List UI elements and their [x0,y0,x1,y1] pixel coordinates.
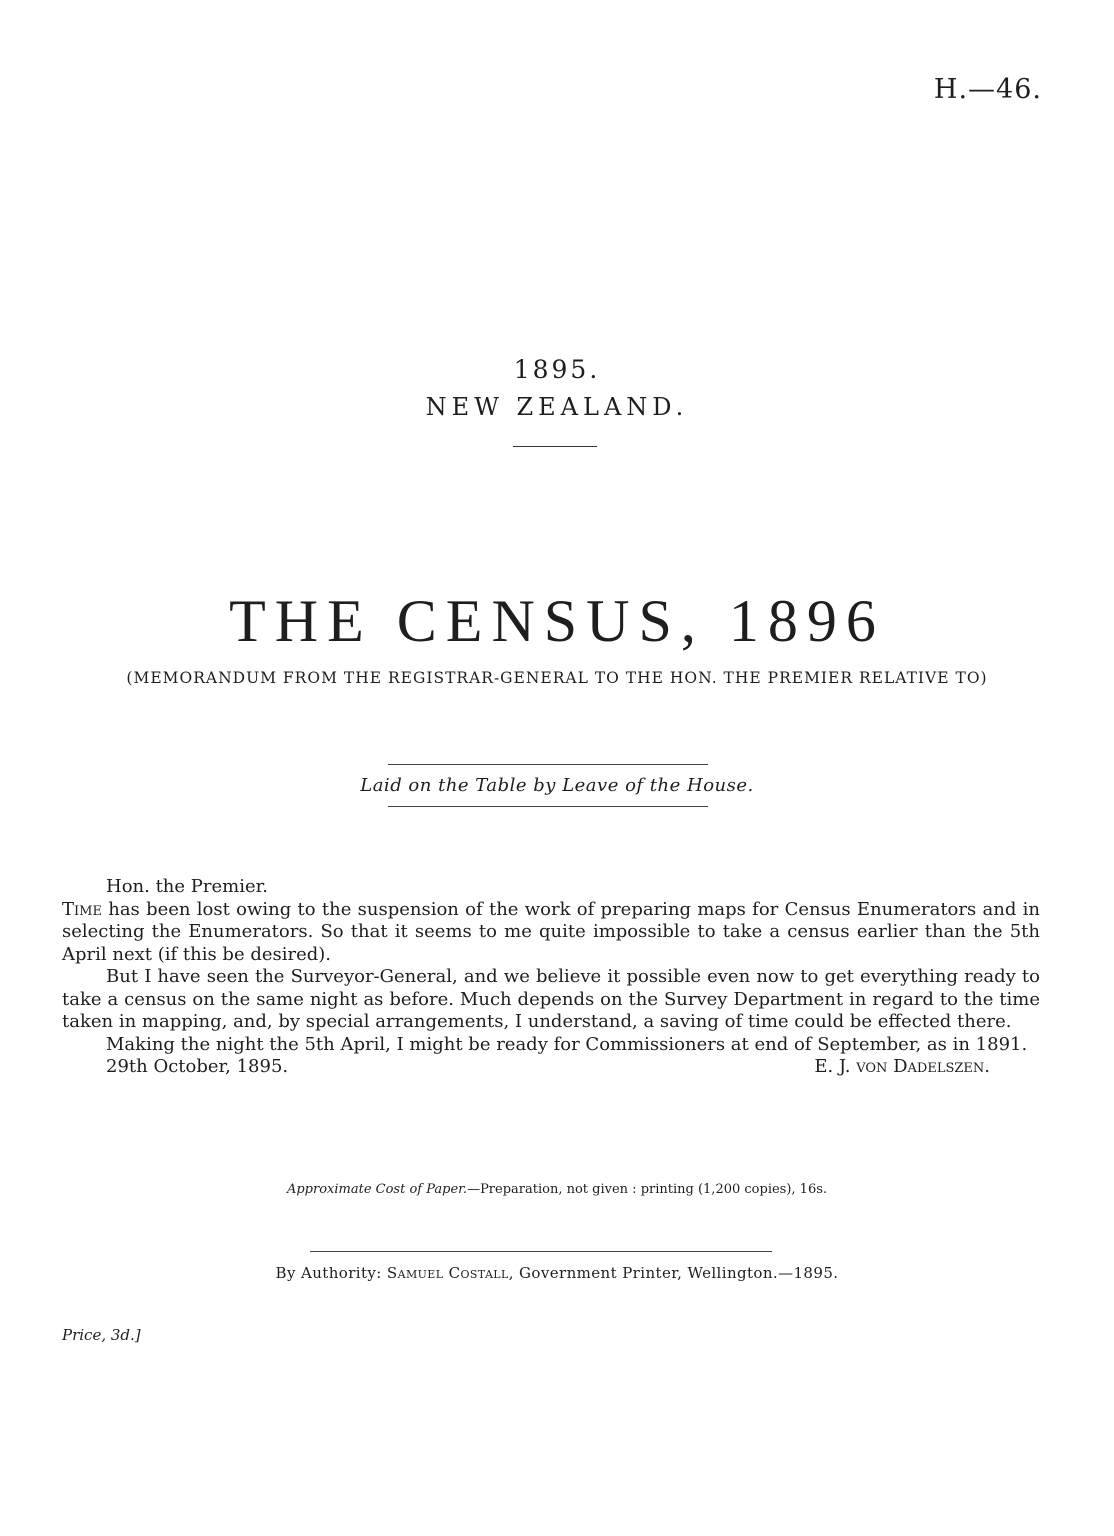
date-signature-row [62,1056,1040,1079]
memorandum-body [62,876,1040,1079]
page-subtitle: (MEMORANDUM FROM THE REGISTRAR-GENERAL TO THE HON. THE PREMIER RELATIVE TO) [126,669,988,687]
paragraph-1-lead: Time [62,898,102,920]
laid-rule-bottom [388,806,708,807]
publication-year: 1895. [513,355,601,384]
signature: E. J. von Dadelszen. [814,1056,990,1077]
paragraph-2: But I have seen the Surveyor-General, and we believe it possible even now to get everything ready to take a census on the same night as before. Much depends on the Survey Department in regard to the time taken in mapping, and, by special arrangements, I understand, a saving of time could be effected there. [62,966,1040,1032]
authority-rest: , Government Printer, Wellington.—1895. [508,1264,839,1282]
heading-divider [513,446,597,447]
cost-label: Approximate Cost of Paper. [286,1182,468,1197]
authority-prefix: By Authority: [275,1264,387,1282]
printer-name: Samuel Costall [386,1264,509,1282]
price-note: Price, 3d.] [62,1326,141,1344]
cost-note [0,1182,1114,1197]
letter-date: 29th October, 1895. [106,1056,289,1077]
laid-on-table-note: Laid on the Table by Leave of the House. [360,775,754,796]
authority-rule [310,1251,772,1252]
paragraph-3: Making the night the 5th April, I might be ready for Commissioners at end of September, as in 1891. [106,1033,1028,1055]
authority-line [0,1264,1114,1282]
page-title: THE CENSUS, 1896 [229,588,885,654]
document-reference: H.—46. [933,74,1042,105]
salutation: Hon. the Premier. [106,876,268,897]
cost-text: —Preparation, not given : printing (1,200 copies), 16s. [467,1182,828,1197]
paragraph-1 [62,899,1040,967]
country-heading: NEW ZEALAND. [425,393,689,421]
laid-rule-top [388,764,708,765]
paragraph-1-text: has been lost owing to the suspension of the work of preparing maps for Census Enumerators and in selecting the Enumerators. So that it seems to me quite impossible to take a census earlier than the 5th April next (if this be desired). [62,898,1040,965]
